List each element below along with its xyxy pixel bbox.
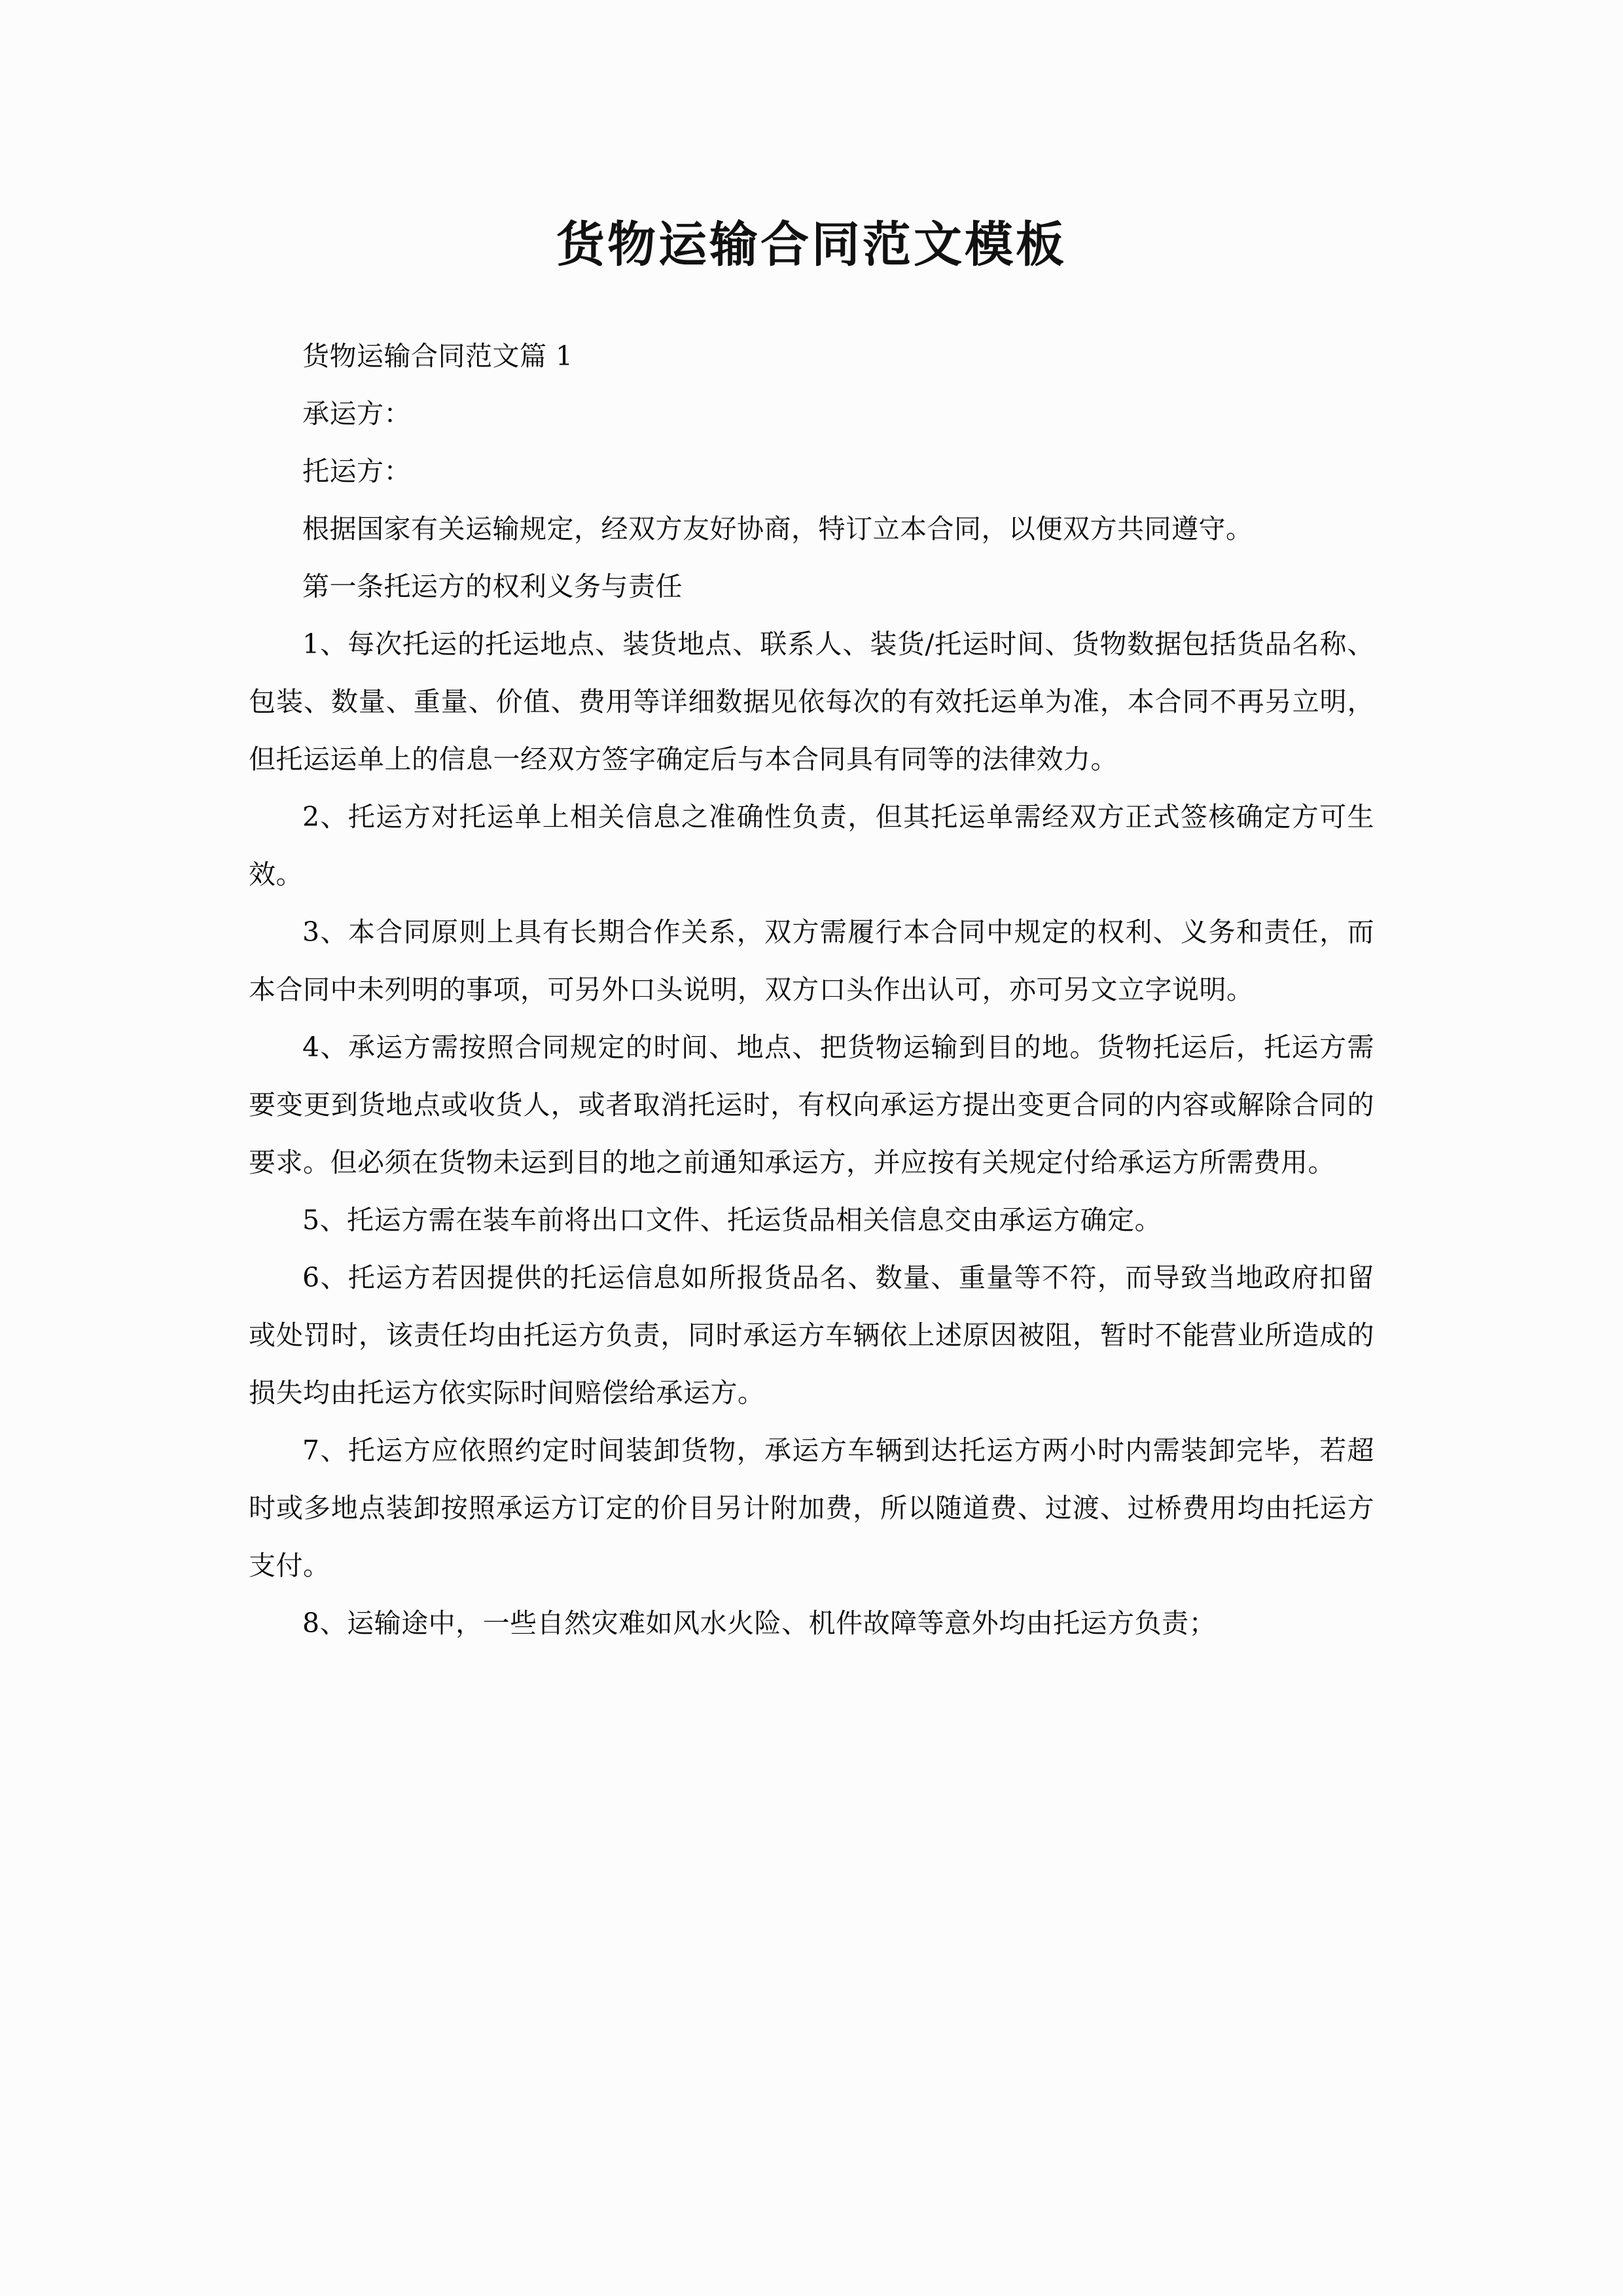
page-title: 货物运输合同范文模板 bbox=[556, 216, 1067, 273]
paragraph-clause-5: 5、托运方需在装车前将出口文件、托运货品相关信息交由承运方确定。 bbox=[302, 1204, 1162, 1236]
paragraph-clause-4: 4、承运方需按照合同规定的时间、地点、把货物运输到目的地。货物托运后，托运方需要变更到货地点或收货人，或者取消托运时，有权向承运方提出变更合同的内容或解除合同的要求。但必须在货物未运到目的地之前通知承运方，并应按有关规定付给承运方所需费用。 bbox=[249, 1031, 1374, 1178]
paragraph-clause-8: 8、运输途中，一些自然灾难如风水火险、机件故障等意外均由托运方负责； bbox=[302, 1607, 1217, 1639]
paragraph-clause-7: 7、托运方应依照约定时间装卸货物，承运方车辆到达托运方两小时内需装卸完毕，若超时或多地点装卸按照承运方订定的价目另计附加费，所以随道费、过渡、过桥费用均由托运方支付。 bbox=[249, 1435, 1374, 1581]
document-body bbox=[249, 327, 1374, 1652]
paragraph-clause-6: 6、托运方若因提供的托运信息如所报货品名、数量、重量等不符，而导致当地政府扣留或处罚时，该责任均由托运方负责，同时承运方车辆依上述原因被阻，暂时不能营业所造成的损失均由托运方依实际时间赔偿给承运方。 bbox=[249, 1262, 1374, 1408]
paragraph-preamble: 根据国家有关运输规定，经双方友好协商，特订立本合同，以便双方共同遵守。 bbox=[302, 513, 1253, 545]
paragraph-clause-2: 2、托运方对托运单上相关信息之准确性负责，但其托运单需经双方正式签核确定方可生效。 bbox=[249, 801, 1374, 890]
paragraph-heading-pian-1: 货物运输合同范文篇 1 bbox=[302, 340, 573, 372]
paragraph-clause-3: 3、本合同原则上具有长期合作关系，双方需履行本合同中规定的权利、义务和责任，而本合同中未列明的事项，可另外口头说明，双方口头作出认可，亦可另文立字说明。 bbox=[249, 916, 1374, 1005]
paragraph-article-1-heading: 第一条托运方的权利义务与责任 bbox=[302, 571, 683, 602]
paragraph-carrier-field: 承运方： bbox=[302, 398, 411, 429]
paragraph-shipper-field: 托运方： bbox=[302, 456, 411, 487]
paragraph-clause-1: 1、每次托运的托运地点、装货地点、联系人、装货/托运时间、货物数据包括货品名称、包装、数量、重量、价值、费用等详细数据见依每次的有效托运单为准，本合同不再另立明，但托运运单上的信息一经双方签字确定后与本合同具有同等的法律效力。 bbox=[249, 628, 1374, 775]
